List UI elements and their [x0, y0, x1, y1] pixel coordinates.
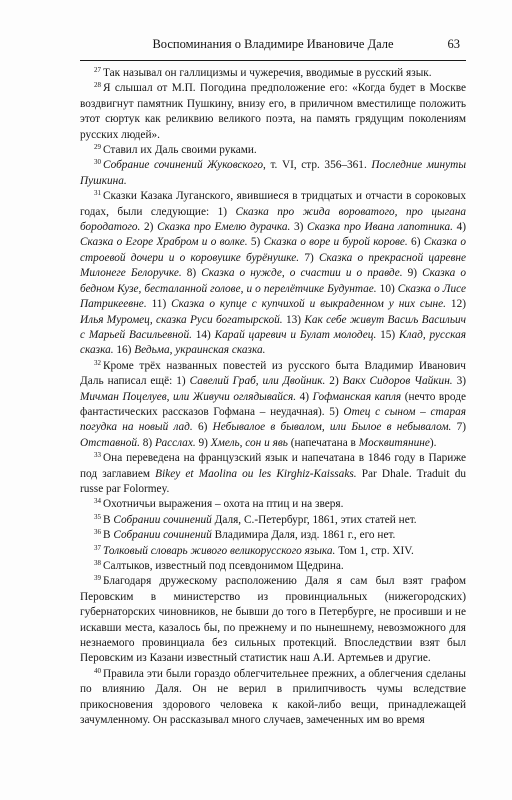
footnote-number: 30 [94, 158, 101, 167]
footnote-text: ). [429, 436, 437, 449]
footnote-text: Даля, С.-Петербург, 1861, этих статей нет. [211, 513, 417, 526]
footnote-text: 2) [140, 221, 158, 234]
footnote-number: 38 [94, 559, 101, 567]
footnote-text: Охотничьи выражения – охота на птиц и на зверя. [103, 498, 344, 511]
footnote-34 [80, 497, 466, 512]
footnote-text: 10) [376, 282, 398, 295]
footnote-28 [80, 81, 466, 143]
footnote-number: 37 [94, 543, 101, 552]
footnote-italic-text: Сказка о воре и бурой корове. [263, 236, 408, 249]
footnote-italic-text: Сказка о прекрасной царевне Милонеге Белоручке. [80, 251, 467, 280]
footnote-text: 14) [191, 328, 215, 341]
page-number: 63 [447, 37, 460, 51]
footnote-text: В [103, 513, 114, 526]
footnote-text: 9) [402, 267, 423, 280]
footnote-27 [80, 66, 466, 81]
footnote-text: 2) [325, 375, 343, 388]
footnote-30 [80, 158, 466, 189]
footnote-text: 12) [446, 298, 466, 311]
footnote-text: Том 1, стр. XIV. [335, 544, 414, 557]
footnote-39 [80, 574, 466, 666]
footnote-text: 7) [451, 421, 467, 434]
footnote-text: Сказки Казака Луганского, явившиеся в тридцатых и отчасти в сороковых годах, были следующие: 1) [80, 190, 466, 218]
footnote-italic-text: Хмель, сон и явь [210, 436, 288, 449]
footnote-italic-text: Сказка про жида вороватого, про цыгана бородатого. [80, 205, 467, 234]
footnote-italic-text: Собрании сочинений [113, 513, 212, 526]
footnote-italic-text: Вакх Сидоров Чайкин. [342, 375, 453, 388]
running-header [80, 34, 466, 54]
footnote-italic-text: Сказка о нужде, о счастии и о правде. [201, 267, 403, 280]
footnote-italic-text: Савелий Граб, или Двойник. [189, 375, 326, 388]
footnote-number: 27 [94, 66, 101, 74]
footnote-text: В [103, 529, 114, 542]
footnote-text: 6) [192, 421, 213, 434]
footnote-text: Так называл он галлицизмы и чужеречия, вводимые в русский язык. [103, 67, 432, 79]
footnote-38 [80, 559, 466, 574]
footnote-text: 15) [376, 328, 399, 341]
footnote-33 [80, 451, 466, 497]
footnote-italic-text: Отец с сыном – старая погудка на новый лад. [80, 405, 466, 434]
footnote-italic-text: Карай царевич и Булат молодец. [214, 328, 377, 341]
footnote-italic-text: Bikey et Maolina ou les Kirghiz-Kaissaks. [155, 467, 357, 480]
footnote-text: 6) [407, 236, 424, 249]
footnote-text: 5) [247, 236, 264, 249]
footnote-37 [80, 544, 466, 559]
footnote-number: 35 [94, 512, 101, 521]
footnote-italic-text: Москвитянине [358, 436, 430, 449]
footnote-text: Она переведена на французский язык и напечатана в 1846 году в Париже под заглавием [80, 452, 466, 480]
footnote-italic-text: Сказка о купце с купчихой и выкраденном у них сыне. [171, 298, 446, 311]
footnote-text: Я слышал от М.П. Погодина предположение его: «Когда будет в Москве воздвигнут памятник Пушкину, внизу его, в приличном вместилище положить этот сюртук как реликвию великого поэта, на память грядущим поколениям русских людей». [80, 82, 466, 141]
footnote-text: (напечатана в [287, 436, 359, 449]
footnote-text: Правила эти были гораздо облегчительнее прежних, а облегчения сделаны по влиянию Даля. Он не верил в прилипчивость чумы вследствие прикосновения здорового человека к какой-либо вещи, принадлежащей зачумленному. Он рассказывал много случаев, замеченных им во время [80, 667, 466, 727]
footnote-italic-text: Собрание сочинений Жуковского [103, 159, 264, 172]
footnote-text: Благодаря дружескому расположению Даля я сам был взят графом Перовским в министерство из провинциальных (нижегородских) губернаторских чиновников, не бывши до того в Петербурге, не просивши и не искавши места, казалось бы, по прежнему и по нынешнему, невозможного для незнаемого провинциала без сильных протекций. Впоследствии взят был Перовским из Казани известный статистик наш А.И. Артемьев и другие. [80, 575, 466, 665]
footnote-italic-text: Клад, русская сказка. [80, 328, 466, 357]
footnote-italic-text: Отставной. [80, 436, 140, 449]
footnote-italic-text: Расслах. [154, 436, 196, 449]
footnote-text: 8) [181, 267, 202, 280]
footnote-text: Кроме трёх названных повестей из русского быта Владимир Иванович Даль написал ещё: 1) [80, 359, 466, 388]
footnote-text: 4) [452, 221, 466, 234]
footnote-36 [80, 528, 466, 543]
footnote-text: 16) [113, 344, 135, 357]
footnote-text: Par Dhale. Traduit du russe par Folormey. [80, 467, 466, 495]
footnote-number: 31 [94, 189, 101, 198]
footnote-text: 13) [282, 313, 305, 326]
footnote-italic-text: Сказка о Егоре Храбром и о волке. [80, 236, 248, 249]
footnote-text: 4) [296, 390, 313, 403]
footnote-italic-text: Сказка про Емелю дурачка. [157, 221, 291, 234]
footnote-text: , т. VI, стр. 356–361. [263, 159, 372, 172]
footnote-number: 29 [94, 143, 101, 152]
footnote-italic-text: Сказка о бедном Кузе, бесталанной голове, и о перелётчике Будунтае. [80, 267, 467, 295]
footnote-italic-text: Мичман Поцелуев, или Живучи оглядывайся. [80, 390, 297, 403]
footnote-number: 33 [94, 451, 101, 460]
footnote-italic-text: Как себе живут Васиљ Васильич с Марьей Васильевной. [80, 313, 466, 341]
footnote-text: 8) [139, 436, 155, 449]
footnote-40 [80, 667, 466, 729]
footnote-31 [80, 189, 466, 358]
footnote-32 [80, 359, 466, 451]
footnote-number: 34 [94, 497, 101, 506]
footnote-text: (нечто вроде фантастических рассказов Гофмана – неудачная). 5) [80, 390, 466, 418]
footnote-italic-text: Сказка о строевой дочери и о коровушке бурёнушке. [80, 236, 467, 264]
footnote-italic-text: Толковый словарь живого великорусского языка. [103, 544, 336, 557]
footnote-text: Салтыков, известный под псевдонимом Щедрина. [103, 560, 344, 572]
footnote-number: 32 [94, 358, 101, 367]
footnote-italic-text: Последние минуты Пушкина. [80, 159, 466, 187]
footnote-italic-text: Сказка о Лисе Патрикеевне. [80, 282, 466, 311]
footnote-35 [80, 513, 466, 528]
footnote-italic-text: Илья Муромец, сказка Руси богатырской. [80, 313, 283, 326]
footnote-text: 9) [195, 436, 211, 449]
footnote-text: Ставил их Даль своими руками. [103, 144, 257, 157]
footnote-number: 39 [94, 574, 101, 583]
footnote-text: 11) [146, 298, 172, 311]
footnote-italic-text: Сказка про Ивана лапотника. [307, 221, 453, 234]
footnote-number: 40 [94, 666, 101, 675]
footnote-text: 3) [452, 375, 466, 388]
header-rule [80, 60, 466, 61]
footnote-italic-text: Ведьма, украинская сказка. [134, 344, 266, 357]
footnote-italic-text: Собрании сочинений [113, 529, 212, 542]
footnote-29 [80, 143, 466, 158]
footnote-text: Владимира Даля, изд. 1861 г., его нет. [211, 529, 396, 542]
footnote-italic-text: Гофманская капля [312, 390, 402, 403]
footnote-text: 7) [299, 251, 319, 264]
footnote-text: 3) [290, 221, 308, 234]
footnote-number: 28 [94, 81, 101, 90]
footnote-italic-text: Небывалое в бывалом, или Былое в небывалом. [212, 421, 452, 434]
footnotes-list [80, 66, 466, 728]
running-title: Воспоминания о Владимире Ивановиче Дале [152, 37, 394, 51]
footnote-number: 36 [94, 528, 101, 537]
